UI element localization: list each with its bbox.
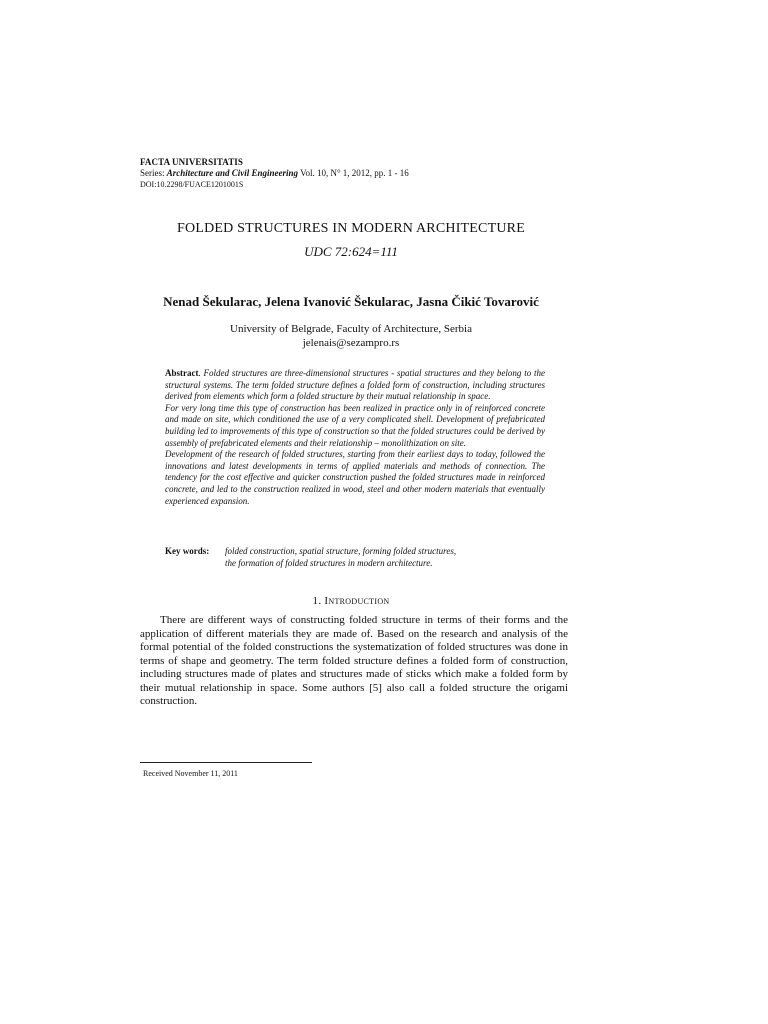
keywords-text-2: the formation of folded structures in modern architecture. xyxy=(225,558,433,568)
affiliation: University of Belgrade, Faculty of Architecture, Serbia xyxy=(230,323,472,335)
abstract-text-1: . Folded structures are three-dimensional structures - spatial structures and they belong to the structural systems. The term folded structure defines a folded form of construction, including structures derived from elements which form a folded structure by their mutual relationship in space. xyxy=(165,368,545,402)
abstract-paragraph-3: Development of the research of folded structures, starting from their earliest days to today, followed the innovations and latest developments in terms of applied materials and methods of connection. The tendency for the cost effective and quicker construction pushed the folded structures made in reinforced concrete, and led to the construction realized in wood, steel and other modern materials that eventually experienced expansion. xyxy=(165,449,545,506)
series-prefix: Series: xyxy=(140,168,167,178)
keywords-line-1 xyxy=(165,545,565,557)
section-heading: 1. Introduction xyxy=(312,595,390,607)
series-details: Vol. 10, N° 1, 2012, pp. 1 - 16 xyxy=(298,168,409,178)
paper-title: FOLDED STRUCTURES IN MODERN ARCHITECTURE xyxy=(177,221,525,236)
introduction-paragraph: There are different ways of constructing folded structure in terms of their forms and the application of different materials they are made of. Based on the research and analysis of the formal potential of the folded constructions the systematization of folded structures was done in terms of shape and geometry. The term folded structure defines a folded form of construction, including structures made of plates and structures made of sticks which make a folded form by their mutual relationship in space. Some authors [5] also call a folded structure the origami construction. xyxy=(140,614,568,707)
footnote-received: Received November 11, 2011 xyxy=(143,769,238,778)
author-email: jelenais@sezampro.rs xyxy=(302,337,400,349)
authors: Nenad Šekularac, Jelena Ivanović Šekularac, Jasna Čikić Tovarović xyxy=(163,294,539,309)
udc-code: UDC 72:624=111 xyxy=(304,244,398,259)
journal-name: FACTA UNIVERSITATIS xyxy=(140,157,244,167)
series-name: Architecture and Civil Engineering xyxy=(166,168,299,178)
abstract-label: Abstract xyxy=(165,368,199,378)
abstract xyxy=(165,368,545,507)
doi: DOI:10.2298/FUACE1201001S xyxy=(140,180,244,189)
abstract-paragraph-2: For very long time this type of construction has been realized in practice only in of reinforced concrete and made on site, which conditioned the use of a very complicated shell. Development of prefabricated building led to improvements of this type of construction so that the folded structures could be derived by assembly of prefabricated elements and their relationship – monolithization on site. xyxy=(165,402,545,448)
keywords-label-text: Key words xyxy=(165,546,207,556)
abstract-paragraph-1 xyxy=(165,368,545,403)
keywords-text-1: folded construction, spatial structure, forming folded structures, xyxy=(225,546,457,556)
keywords-label xyxy=(165,545,225,557)
journal-series-line xyxy=(140,168,409,178)
footnote-divider xyxy=(140,762,312,763)
keywords xyxy=(165,545,565,569)
keywords-colon: : xyxy=(206,546,210,556)
